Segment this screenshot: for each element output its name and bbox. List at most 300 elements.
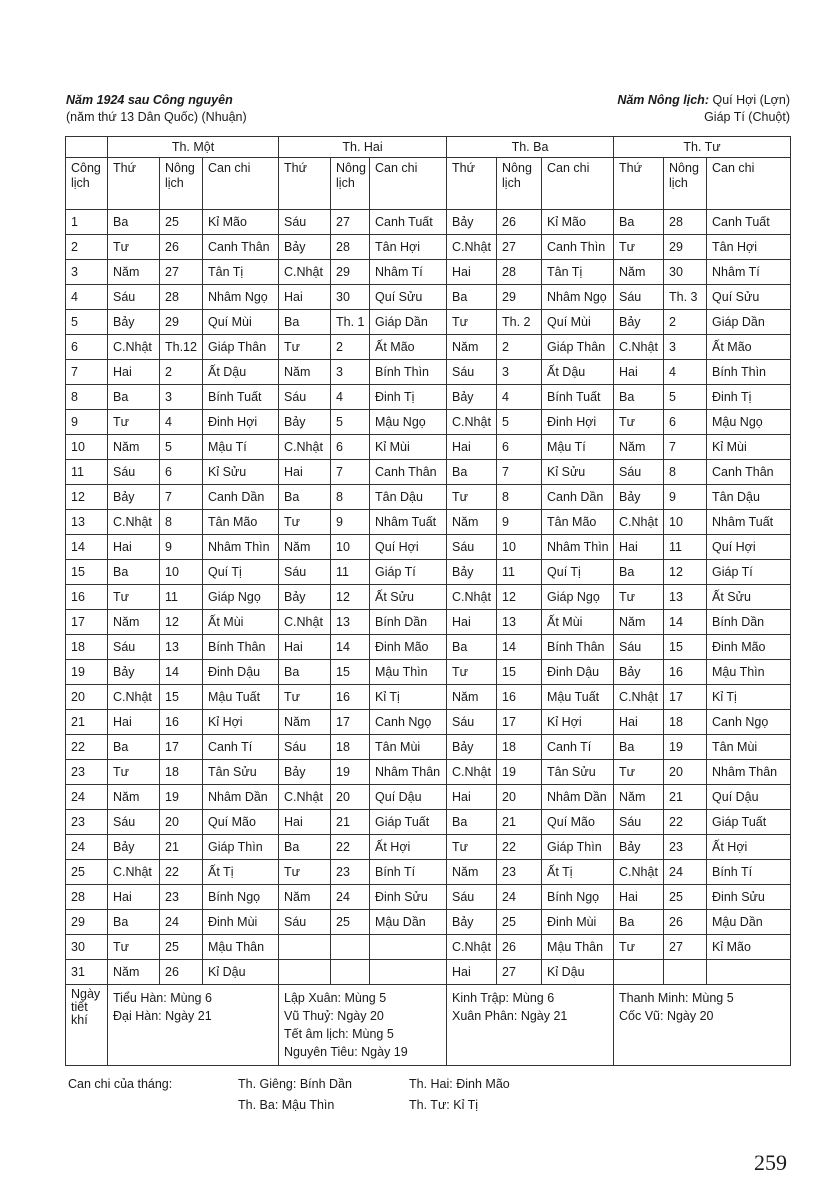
- weekday-cell: Sáu: [447, 710, 497, 735]
- canchi-cell: Bính Dần: [707, 610, 791, 635]
- lunar-day-cell: 4: [160, 410, 203, 435]
- lunar-day-cell: 19: [331, 760, 370, 785]
- canchi-cell: Quí Hợi: [370, 535, 447, 560]
- lunar-day-cell: 16: [160, 710, 203, 735]
- weekday-cell: Ba: [108, 385, 160, 410]
- weekday-cell: Năm: [279, 885, 331, 910]
- canchi-cell: Canh Thân: [370, 460, 447, 485]
- canchi-cell: Mậu Ngọ: [707, 410, 791, 435]
- canchi-cell: Quí Mão: [203, 810, 279, 835]
- lunar-day-cell: 20: [331, 785, 370, 810]
- lunar-day-cell: 9: [497, 510, 542, 535]
- weekday-cell: Tư: [279, 510, 331, 535]
- weekday-cell: Hai: [614, 535, 664, 560]
- canchi-cell: Kỉ Mão: [542, 210, 614, 235]
- lunar-day-cell: 24: [331, 885, 370, 910]
- solar-day-cell: 24: [66, 785, 108, 810]
- lunar-day-cell: 13: [664, 585, 707, 610]
- canchi-cell: Ất Hợi: [370, 835, 447, 860]
- table-row: [66, 885, 791, 910]
- month-header: Th. Tư: [614, 137, 791, 158]
- solar-day-cell: 30: [66, 935, 108, 960]
- lunar-day-cell: 22: [160, 860, 203, 885]
- lunar-day-cell: 8: [664, 460, 707, 485]
- canchi-cell: Bính Dần: [370, 610, 447, 635]
- lunar-day-cell: 10: [331, 535, 370, 560]
- lunar-day-cell: 23: [497, 860, 542, 885]
- canchi-cell: Kỉ Mùi: [370, 435, 447, 460]
- solar-day-cell: 15: [66, 560, 108, 585]
- canchi-cell: Nhâm Dần: [542, 785, 614, 810]
- table-row: [66, 560, 791, 585]
- weekday-cell: Sáu: [108, 285, 160, 310]
- weekday-cell: C.Nhật: [108, 335, 160, 360]
- tiet-khi-entry: Đại Hàn: Ngày 21: [113, 1009, 212, 1023]
- weekday-cell: C.Nhật: [279, 610, 331, 635]
- canchi-cell: Tân Sửu: [542, 760, 614, 785]
- lunar-day-cell: Th. 3: [664, 285, 707, 310]
- lunar-day-cell: 24: [664, 860, 707, 885]
- lunar-day-cell: 6: [497, 435, 542, 460]
- tiet-khi-cell: [614, 985, 791, 1066]
- weekday-cell: Năm: [108, 785, 160, 810]
- weekday-cell: Hai: [108, 885, 160, 910]
- canchi-cell: Canh Thân: [707, 460, 791, 485]
- lunar-day-cell: 4: [664, 360, 707, 385]
- weekday-cell: Bảy: [108, 310, 160, 335]
- lunar-day-cell: 19: [497, 760, 542, 785]
- lunar-day-cell: 14: [664, 610, 707, 635]
- canchi-cell: Giáp Ngọ: [542, 585, 614, 610]
- header-corner: [66, 137, 108, 158]
- weekday-cell: Ba: [279, 485, 331, 510]
- canchi-cell: Mậu Tuất: [203, 685, 279, 710]
- solar-day-cell: 29: [66, 910, 108, 935]
- lunar-day-cell: Th.12: [160, 335, 203, 360]
- weekday-cell: Ba: [614, 910, 664, 935]
- lunar-day-cell: 19: [664, 735, 707, 760]
- page-number: 259: [754, 1150, 787, 1175]
- lunar-day-cell: 29: [664, 235, 707, 260]
- lunar-day-cell: 25: [160, 935, 203, 960]
- col-header-lunar: Nông lịch: [497, 158, 542, 210]
- lunar-day-cell: 25: [497, 910, 542, 935]
- canchi-cell: Giáp Tí: [707, 560, 791, 585]
- lunar-day-cell: 6: [160, 460, 203, 485]
- weekday-cell: Hai: [279, 460, 331, 485]
- table-row: [66, 335, 791, 360]
- weekday-cell: C.Nhật: [447, 410, 497, 435]
- weekday-cell: Hai: [108, 535, 160, 560]
- lunar-day-cell: 9: [664, 485, 707, 510]
- solar-day-cell: 4: [66, 285, 108, 310]
- canchi-cell: Quí Sửu: [370, 285, 447, 310]
- weekday-cell: Năm: [614, 260, 664, 285]
- weekday-cell: C.Nhật: [279, 785, 331, 810]
- canchi-cell: Ất Hợi: [707, 835, 791, 860]
- lunar-day-cell: 19: [160, 785, 203, 810]
- table-row: [66, 685, 791, 710]
- lunar-day-cell: 2: [497, 335, 542, 360]
- weekday-cell: C.Nhật: [447, 760, 497, 785]
- lunar-day-cell: 21: [160, 835, 203, 860]
- lunar-day-cell: 18: [331, 735, 370, 760]
- weekday-cell: Ba: [447, 635, 497, 660]
- weekday-cell: C.Nhật: [447, 585, 497, 610]
- canchi-cell: Quí Tị: [542, 560, 614, 585]
- table-row: [66, 910, 791, 935]
- canchi-cell: Kỉ Dậu: [203, 960, 279, 985]
- solar-day-cell: 31: [66, 960, 108, 985]
- weekday-cell: Sáu: [108, 635, 160, 660]
- weekday-cell: Tư: [447, 485, 497, 510]
- weekday-cell: Hai: [108, 710, 160, 735]
- table-row: [66, 385, 791, 410]
- weekday-cell: Năm: [279, 360, 331, 385]
- lunar-day-cell: 29: [331, 260, 370, 285]
- weekday-cell: Ba: [279, 835, 331, 860]
- page-header-left: [66, 92, 247, 126]
- table-row: [66, 785, 791, 810]
- lunar-day-cell: 5: [160, 435, 203, 460]
- canchi-cell: Kỉ Mão: [203, 210, 279, 235]
- weekday-cell: Sáu: [447, 360, 497, 385]
- weekday-cell: Tư: [279, 860, 331, 885]
- weekday-cell: Ba: [108, 210, 160, 235]
- canchi-cell: Quí Mùi: [542, 310, 614, 335]
- lunar-day-cell: 10: [160, 560, 203, 585]
- lunar-day-cell: 16: [331, 685, 370, 710]
- solar-day-cell: 12: [66, 485, 108, 510]
- col-header-canchi: Can chi: [542, 158, 614, 210]
- canchi-cell: Bính Thìn: [370, 360, 447, 385]
- canchi-cell: Đinh Tị: [707, 385, 791, 410]
- canchi-cell: Giáp Thân: [203, 335, 279, 360]
- lunar-day-cell: 25: [664, 885, 707, 910]
- canchi-cell: Canh Thân: [203, 235, 279, 260]
- weekday-cell: Ba: [108, 560, 160, 585]
- weekday-cell: Tư: [614, 760, 664, 785]
- weekday-cell: Sáu: [447, 885, 497, 910]
- canchi-cell: Giáp Thìn: [542, 835, 614, 860]
- solar-day-cell: 6: [66, 335, 108, 360]
- canchi-cell: Nhâm Thân: [707, 760, 791, 785]
- weekday-cell: Bảy: [447, 735, 497, 760]
- canchi-cell: Giáp Dần: [370, 310, 447, 335]
- canchi-cell: Canh Tí: [542, 735, 614, 760]
- weekday-cell: C.Nhật: [279, 435, 331, 460]
- lunar-day-cell: 26: [160, 960, 203, 985]
- solar-day-cell: 2: [66, 235, 108, 260]
- tiet-khi-entry: Thanh Minh: Mùng 5: [619, 991, 734, 1005]
- lunar-day-cell: 8: [497, 485, 542, 510]
- weekday-cell: Năm: [108, 435, 160, 460]
- canchi-cell: Mậu Thìn: [707, 660, 791, 685]
- weekday-cell: Ba: [279, 660, 331, 685]
- lunar-day-cell: 5: [497, 410, 542, 435]
- lunar-day-cell: 18: [664, 710, 707, 735]
- canchi-cell: Quí Tị: [203, 560, 279, 585]
- lunar-day-cell: 2: [331, 335, 370, 360]
- lunar-day-cell: 29: [160, 310, 203, 335]
- weekday-cell: Sáu: [279, 735, 331, 760]
- lunar-day-cell: 23: [664, 835, 707, 860]
- lunar-day-cell: 18: [160, 760, 203, 785]
- col-header-weekday: Thứ: [447, 158, 497, 210]
- lunar-day-cell: 24: [160, 910, 203, 935]
- month-canchi-item: Th. Tư: Kỉ Tị: [409, 1098, 479, 1112]
- lunar-day-cell: 27: [497, 235, 542, 260]
- canchi-cell: Canh Thìn: [542, 235, 614, 260]
- table-row: [66, 235, 791, 260]
- lunar-day-cell: 14: [160, 660, 203, 685]
- table-row: [66, 510, 791, 535]
- canchi-cell: Đinh Dậu: [203, 660, 279, 685]
- table-row: [66, 260, 791, 285]
- lunar-day-cell: 3: [497, 360, 542, 385]
- solar-day-cell: 17: [66, 610, 108, 635]
- lunar-year-value: Quí Hợi (Lợn): [712, 93, 790, 107]
- canchi-cell: Nhâm Thìn: [542, 535, 614, 560]
- canchi-cell: Tân Dậu: [707, 485, 791, 510]
- lunar-day-cell: 2: [664, 310, 707, 335]
- weekday-cell: Sáu: [108, 460, 160, 485]
- col-header-lunar: Nông lịch: [664, 158, 707, 210]
- weekday-cell: Tư: [279, 685, 331, 710]
- lunar-day-cell: 14: [331, 635, 370, 660]
- lunar-day-cell: 20: [160, 810, 203, 835]
- canchi-cell: Ất Mùi: [203, 610, 279, 635]
- solar-day-cell: 11: [66, 460, 108, 485]
- canchi-cell: Tân Mão: [203, 510, 279, 535]
- canchi-cell: Mậu Thìn: [370, 660, 447, 685]
- weekday-cell: Bảy: [614, 660, 664, 685]
- lunar-day-cell: 25: [331, 910, 370, 935]
- weekday-cell: Tư: [447, 835, 497, 860]
- canchi-cell: Nhâm Tuất: [370, 510, 447, 535]
- weekday-cell: Sáu: [279, 385, 331, 410]
- canchi-cell: Canh Ngọ: [370, 710, 447, 735]
- canchi-cell: Mậu Dần: [370, 910, 447, 935]
- lunar-day-cell: 16: [664, 660, 707, 685]
- col-header-weekday: Thứ: [108, 158, 160, 210]
- col-header-weekday: Thứ: [279, 158, 331, 210]
- canchi-cell: Ất Sửu: [707, 585, 791, 610]
- canchi-cell: Đinh Mùi: [203, 910, 279, 935]
- canchi-cell: Tân Hợi: [370, 235, 447, 260]
- table-row: [66, 660, 791, 685]
- weekday-cell: Tư: [614, 935, 664, 960]
- month-header: Th. Một: [108, 137, 279, 158]
- canchi-cell: Kỉ Hợi: [203, 710, 279, 735]
- weekday-cell: Hai: [279, 285, 331, 310]
- lunar-day-cell: Th. 1: [331, 310, 370, 335]
- table-row: [66, 435, 791, 460]
- weekday-cell: C.Nhật: [108, 510, 160, 535]
- weekday-cell: Năm: [279, 535, 331, 560]
- weekday-cell: Hai: [614, 885, 664, 910]
- weekday-cell: Tư: [447, 660, 497, 685]
- lunar-day-cell: 13: [331, 610, 370, 635]
- solar-day-cell: 8: [66, 385, 108, 410]
- lunar-day-cell: 11: [160, 585, 203, 610]
- lunar-day-cell: 30: [664, 260, 707, 285]
- weekday-cell: Ba: [108, 910, 160, 935]
- canchi-cell: Ất Tị: [203, 860, 279, 885]
- col-header-lunar: Nông lịch: [331, 158, 370, 210]
- table-row: [66, 485, 791, 510]
- weekday-cell: Năm: [614, 435, 664, 460]
- canchi-cell: Tân Tị: [203, 260, 279, 285]
- lunar-day-cell: 27: [331, 210, 370, 235]
- lunar-day-cell: 21: [331, 810, 370, 835]
- weekday-cell: Hai: [447, 610, 497, 635]
- lunar-day-cell: 6: [331, 435, 370, 460]
- canchi-cell: Ất Mão: [707, 335, 791, 360]
- weekday-cell: Tư: [108, 410, 160, 435]
- lunar-day-cell: 28: [664, 210, 707, 235]
- weekday-cell: Tư: [108, 585, 160, 610]
- table-row: [66, 860, 791, 885]
- lunar-day-cell: 7: [497, 460, 542, 485]
- weekday-cell: [279, 935, 331, 960]
- canchi-cell: Giáp Thân: [542, 335, 614, 360]
- solar-day-cell: 16: [66, 585, 108, 610]
- weekday-cell: Ba: [614, 385, 664, 410]
- weekday-cell: Năm: [279, 710, 331, 735]
- solar-day-cell: 14: [66, 535, 108, 560]
- lunar-day-cell: 6: [664, 410, 707, 435]
- lunar-day-cell: 21: [664, 785, 707, 810]
- weekday-cell: [279, 960, 331, 985]
- lunar-day-cell: [331, 960, 370, 985]
- solar-day-cell: 24: [66, 835, 108, 860]
- canchi-cell: Bính Tuất: [203, 385, 279, 410]
- table-row: [66, 310, 791, 335]
- tiet-khi-cell: [108, 985, 279, 1066]
- canchi-cell: Tân Mùi: [707, 735, 791, 760]
- weekday-cell: Sáu: [614, 285, 664, 310]
- weekday-cell: Tư: [614, 235, 664, 260]
- weekday-cell: Hai: [279, 635, 331, 660]
- month-canchi-item: Th. Ba: Mậu Thìn: [238, 1098, 335, 1112]
- canchi-cell: Kỉ Sửu: [542, 460, 614, 485]
- table-row: [66, 210, 791, 235]
- lunar-day-cell: 10: [497, 535, 542, 560]
- weekday-cell: Hai: [447, 435, 497, 460]
- solar-day-cell: 10: [66, 435, 108, 460]
- lunar-day-cell: 22: [664, 810, 707, 835]
- solar-day-cell: 13: [66, 510, 108, 535]
- lunar-day-cell: 22: [331, 835, 370, 860]
- canchi-cell: Canh Tí: [203, 735, 279, 760]
- tiet-khi-entry: Cốc Vũ: Ngày 20: [619, 1009, 714, 1023]
- lunar-day-cell: 9: [160, 535, 203, 560]
- weekday-cell: C.Nhật: [447, 235, 497, 260]
- canchi-cell: Tân Mùi: [370, 735, 447, 760]
- canchi-cell: Đinh Mão: [707, 635, 791, 660]
- canchi-cell: Tân Hợi: [707, 235, 791, 260]
- weekday-cell: Hai: [279, 810, 331, 835]
- col-header-lunar: Nông lịch: [160, 158, 203, 210]
- canchi-cell: Nhâm Tuất: [707, 510, 791, 535]
- lunar-day-cell: 4: [497, 385, 542, 410]
- month-header: Th. Ba: [447, 137, 614, 158]
- weekday-cell: Ba: [614, 210, 664, 235]
- lunar-day-cell: 4: [331, 385, 370, 410]
- table-row: [66, 760, 791, 785]
- canchi-cell: Kỉ Hợi: [542, 710, 614, 735]
- weekday-cell: Tư: [108, 760, 160, 785]
- weekday-cell: [614, 960, 664, 985]
- weekday-cell: C.Nhật: [108, 685, 160, 710]
- canchi-cell: Giáp Tuất: [370, 810, 447, 835]
- canchi-cell: Đinh Mão: [370, 635, 447, 660]
- table-row: [66, 935, 791, 960]
- weekday-cell: Hai: [447, 260, 497, 285]
- canchi-cell: Tân Mão: [542, 510, 614, 535]
- canchi-cell: Ất Dậu: [542, 360, 614, 385]
- canchi-cell: Quí Sửu: [707, 285, 791, 310]
- weekday-cell: Năm: [614, 785, 664, 810]
- lunar-day-cell: 26: [664, 910, 707, 935]
- canchi-cell: Tân Sửu: [203, 760, 279, 785]
- lunar-day-cell: 5: [664, 385, 707, 410]
- tiet-khi-entry: Lập Xuân: Mùng 5: [284, 991, 387, 1005]
- table-row: [66, 585, 791, 610]
- solar-day-cell: 18: [66, 635, 108, 660]
- column-header-row: [66, 158, 791, 210]
- canchi-cell: Bính Ngọ: [203, 885, 279, 910]
- lunar-day-cell: 13: [160, 635, 203, 660]
- solar-day-cell: 28: [66, 885, 108, 910]
- table-row: [66, 835, 791, 860]
- canchi-cell: [370, 960, 447, 985]
- canchi-cell: Mậu Thân: [542, 935, 614, 960]
- solar-day-cell: 9: [66, 410, 108, 435]
- weekday-cell: Bảy: [108, 485, 160, 510]
- month-header-row: [66, 137, 791, 158]
- weekday-cell: Bảy: [279, 760, 331, 785]
- tiet-khi-entry: Vũ Thuỷ: Ngày 20: [284, 1009, 384, 1023]
- canchi-cell: Canh Ngọ: [707, 710, 791, 735]
- col-header-canchi: Can chi: [203, 158, 279, 210]
- tiet-khi-entry: Xuân Phân: Ngày 21: [452, 1009, 568, 1023]
- canchi-cell: Canh Tuất: [707, 210, 791, 235]
- solar-day-cell: 23: [66, 810, 108, 835]
- canchi-cell: Kỉ Dậu: [542, 960, 614, 985]
- weekday-cell: Bảy: [279, 410, 331, 435]
- canchi-cell: Đinh Dậu: [542, 660, 614, 685]
- lunar-day-cell: 28: [497, 260, 542, 285]
- lunar-year-label: Năm Nông lịch:: [617, 93, 709, 107]
- weekday-cell: Tư: [614, 410, 664, 435]
- canchi-cell: Bính Tí: [370, 860, 447, 885]
- lunar-day-cell: 7: [664, 435, 707, 460]
- lunar-day-cell: 25: [160, 210, 203, 235]
- solar-day-cell: 1: [66, 210, 108, 235]
- canchi-cell: Giáp Thìn: [203, 835, 279, 860]
- weekday-cell: Ba: [614, 735, 664, 760]
- lunar-day-cell: 12: [331, 585, 370, 610]
- weekday-cell: Năm: [614, 610, 664, 635]
- canchi-cell: Kỉ Mùi: [707, 435, 791, 460]
- canchi-cell: Giáp Tí: [370, 560, 447, 585]
- canchi-cell: Đinh Tị: [370, 385, 447, 410]
- canchi-cell: Bính Tuất: [542, 385, 614, 410]
- weekday-cell: Sáu: [108, 810, 160, 835]
- canchi-cell: Đinh Hợi: [203, 410, 279, 435]
